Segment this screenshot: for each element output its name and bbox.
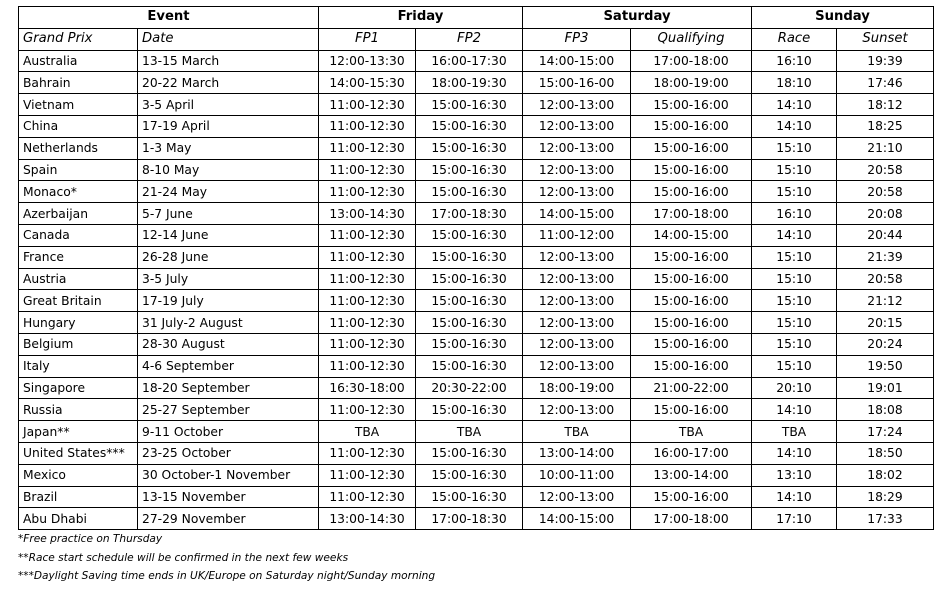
race-cell: 13:10 (752, 464, 837, 486)
race-cell: 15:10 (752, 355, 837, 377)
fp1-cell: 11:00-12:30 (319, 464, 416, 486)
column-header-date: Date (138, 28, 319, 50)
fp2-cell: 20:30-22:00 (416, 377, 523, 399)
table-row (19, 333, 934, 355)
qualifying-cell: 15:00-16:00 (631, 312, 752, 334)
qualifying-cell: 15:00-16:00 (631, 94, 752, 116)
race-cell: 20:10 (752, 377, 837, 399)
sunset-cell: 18:50 (837, 442, 934, 464)
qualifying-cell: 15:00-16:00 (631, 399, 752, 421)
table-row (19, 290, 934, 312)
date-cell: 13-15 November (138, 486, 319, 508)
qualifying-cell: 15:00-16:00 (631, 246, 752, 268)
qualifying-cell: 15:00-16:00 (631, 486, 752, 508)
date-cell: 8-10 May (138, 159, 319, 181)
table-row (19, 203, 934, 225)
sunset-cell: 18:29 (837, 486, 934, 508)
fp3-cell: 12:00-13:00 (523, 355, 631, 377)
fp1-cell: 11:00-12:30 (319, 246, 416, 268)
grand-prix-cell: Brazil (19, 486, 138, 508)
fp2-cell: 15:00-16:30 (416, 399, 523, 421)
group-header-row (19, 7, 934, 29)
date-cell: 18-20 September (138, 377, 319, 399)
sunset-cell: 17:46 (837, 72, 934, 94)
fp1-cell: 11:00-12:30 (319, 442, 416, 464)
race-cell: 16:10 (752, 203, 837, 225)
fp1-cell: 16:30-18:00 (319, 377, 416, 399)
table-row (19, 181, 934, 203)
column-header-fp3: FP3 (523, 28, 631, 50)
qualifying-cell: 15:00-16:00 (631, 290, 752, 312)
fp1-cell: TBA (319, 421, 416, 443)
qualifying-cell: 15:00-16:00 (631, 137, 752, 159)
sunset-cell: 20:58 (837, 268, 934, 290)
date-cell: 20-22 March (138, 72, 319, 94)
grand-prix-cell: France (19, 246, 138, 268)
race-cell: 15:10 (752, 159, 837, 181)
table-row (19, 115, 934, 137)
grand-prix-cell: Great Britain (19, 290, 138, 312)
fp3-cell: 12:00-13:00 (523, 268, 631, 290)
fp1-cell: 11:00-12:30 (319, 115, 416, 137)
race-cell: 15:10 (752, 181, 837, 203)
grand-prix-cell: Singapore (19, 377, 138, 399)
sunset-cell: 20:58 (837, 181, 934, 203)
table-row (19, 442, 934, 464)
column-header-grand-prix: Grand Prix (19, 28, 138, 50)
qualifying-cell: 16:00-17:00 (631, 442, 752, 464)
fp1-cell: 11:00-12:30 (319, 94, 416, 116)
sunset-cell: 18:12 (837, 94, 934, 116)
fp1-cell: 11:00-12:30 (319, 181, 416, 203)
fp3-cell: 14:00-15:00 (523, 508, 631, 530)
schedule-table (18, 6, 934, 530)
fp1-cell: 12:00-13:30 (319, 50, 416, 72)
fp1-cell: 11:00-12:30 (319, 290, 416, 312)
fp2-cell: TBA (416, 421, 523, 443)
fp3-cell: 10:00-11:00 (523, 464, 631, 486)
sunset-cell: 18:08 (837, 399, 934, 421)
sunset-cell: 17:24 (837, 421, 934, 443)
group-header-event: Event (19, 7, 319, 29)
date-cell: 23-25 October (138, 442, 319, 464)
fp2-cell: 15:00-16:30 (416, 181, 523, 203)
fp2-cell: 17:00-18:30 (416, 203, 523, 225)
fp3-cell: 12:00-13:00 (523, 246, 631, 268)
sunset-cell: 18:25 (837, 115, 934, 137)
race-cell: TBA (752, 421, 837, 443)
table-row (19, 94, 934, 116)
sunset-cell: 20:44 (837, 224, 934, 246)
fp2-cell: 15:00-16:30 (416, 333, 523, 355)
date-cell: 5-7 June (138, 203, 319, 225)
fp3-cell: 12:00-13:00 (523, 486, 631, 508)
fp1-cell: 11:00-12:30 (319, 137, 416, 159)
table-row (19, 224, 934, 246)
date-cell: 31 July-2 August (138, 312, 319, 334)
fp2-cell: 15:00-16:30 (416, 312, 523, 334)
date-cell: 9-11 October (138, 421, 319, 443)
race-cell: 14:10 (752, 399, 837, 421)
fp2-cell: 15:00-16:30 (416, 94, 523, 116)
table-row (19, 486, 934, 508)
fp3-cell: 15:00-16-00 (523, 72, 631, 94)
sunset-cell: 20:58 (837, 159, 934, 181)
grand-prix-cell: Japan** (19, 421, 138, 443)
sunset-cell: 19:01 (837, 377, 934, 399)
table-row (19, 312, 934, 334)
race-cell: 15:10 (752, 312, 837, 334)
date-cell: 13-15 March (138, 50, 319, 72)
grand-prix-cell: Abu Dhabi (19, 508, 138, 530)
fp3-cell: 18:00-19:00 (523, 377, 631, 399)
table-row (19, 246, 934, 268)
grand-prix-cell: Spain (19, 159, 138, 181)
fp3-cell: 12:00-13:00 (523, 333, 631, 355)
table-row (19, 72, 934, 94)
sunset-cell: 19:50 (837, 355, 934, 377)
fp3-cell: 11:00-12:00 (523, 224, 631, 246)
sunset-cell: 17:33 (837, 508, 934, 530)
qualifying-cell: 18:00-19:00 (631, 72, 752, 94)
fp2-cell: 18:00-19:30 (416, 72, 523, 94)
group-header-sunday: Sunday (752, 7, 934, 29)
table-row (19, 268, 934, 290)
grand-prix-cell: China (19, 115, 138, 137)
schedule-body (19, 50, 934, 530)
qualifying-cell: 14:00-15:00 (631, 224, 752, 246)
fp1-cell: 11:00-12:30 (319, 268, 416, 290)
fp2-cell: 15:00-16:30 (416, 159, 523, 181)
race-cell: 15:10 (752, 268, 837, 290)
race-cell: 14:10 (752, 94, 837, 116)
grand-prix-cell: Hungary (19, 312, 138, 334)
table-row (19, 159, 934, 181)
date-cell: 27-29 November (138, 508, 319, 530)
sunset-cell: 21:39 (837, 246, 934, 268)
race-cell: 15:10 (752, 333, 837, 355)
grand-prix-cell: Austria (19, 268, 138, 290)
fp3-cell: 12:00-13:00 (523, 399, 631, 421)
fp3-cell: TBA (523, 421, 631, 443)
fp3-cell: 14:00-15:00 (523, 50, 631, 72)
column-header-fp2: FP2 (416, 28, 523, 50)
column-header-qualifying: Qualifying (631, 28, 752, 50)
fp3-cell: 12:00-13:00 (523, 181, 631, 203)
date-cell: 30 October-1 November (138, 464, 319, 486)
column-header-fp1: FP1 (319, 28, 416, 50)
fp1-cell: 11:00-12:30 (319, 399, 416, 421)
qualifying-cell: 15:00-16:00 (631, 181, 752, 203)
grand-prix-cell: Russia (19, 399, 138, 421)
sunset-cell: 20:08 (837, 203, 934, 225)
fp3-cell: 14:00-15:00 (523, 203, 631, 225)
group-header-friday: Friday (319, 7, 523, 29)
table-row (19, 421, 934, 443)
qualifying-cell: 17:00-18:00 (631, 50, 752, 72)
grand-prix-cell: United States*** (19, 442, 138, 464)
race-cell: 15:10 (752, 246, 837, 268)
race-cell: 16:10 (752, 50, 837, 72)
date-cell: 4-6 September (138, 355, 319, 377)
qualifying-cell: 21:00-22:00 (631, 377, 752, 399)
fp2-cell: 15:00-16:30 (416, 268, 523, 290)
qualifying-cell: 15:00-16:00 (631, 333, 752, 355)
date-cell: 25-27 September (138, 399, 319, 421)
fp3-cell: 12:00-13:00 (523, 159, 631, 181)
footnote-daylight-saving: ***Daylight Saving time ends in UK/Europe on Saturday night/Sunday morning (18, 570, 436, 582)
fp1-cell: 11:00-12:30 (319, 486, 416, 508)
qualifying-cell: 15:00-16:00 (631, 115, 752, 137)
fp3-cell: 13:00-14:00 (523, 442, 631, 464)
date-cell: 28-30 August (138, 333, 319, 355)
fp1-cell: 13:00-14:30 (319, 203, 416, 225)
race-cell: 14:10 (752, 115, 837, 137)
table-row (19, 399, 934, 421)
fp1-cell: 13:00-14:30 (319, 508, 416, 530)
date-cell: 12-14 June (138, 224, 319, 246)
fp2-cell: 15:00-16:30 (416, 246, 523, 268)
fp1-cell: 11:00-12:30 (319, 159, 416, 181)
grand-prix-cell: Monaco* (19, 181, 138, 203)
date-cell: 26-28 June (138, 246, 319, 268)
table-row (19, 137, 934, 159)
race-cell: 15:10 (752, 137, 837, 159)
column-header-race: Race (752, 28, 837, 50)
qualifying-cell: 15:00-16:00 (631, 355, 752, 377)
fp1-cell: 11:00-12:30 (319, 333, 416, 355)
grand-prix-cell: Azerbaijan (19, 203, 138, 225)
qualifying-cell: 13:00-14:00 (631, 464, 752, 486)
column-header-row (19, 28, 934, 50)
date-cell: 1-3 May (138, 137, 319, 159)
fp3-cell: 12:00-13:00 (523, 312, 631, 334)
date-cell: 3-5 April (138, 94, 319, 116)
grand-prix-cell: Canada (19, 224, 138, 246)
fp2-cell: 15:00-16:30 (416, 115, 523, 137)
grand-prix-cell: Vietnam (19, 94, 138, 116)
fp1-cell: 11:00-12:30 (319, 312, 416, 334)
fp2-cell: 15:00-16:30 (416, 464, 523, 486)
fp3-cell: 12:00-13:00 (523, 115, 631, 137)
grand-prix-cell: Mexico (19, 464, 138, 486)
fp2-cell: 15:00-16:30 (416, 486, 523, 508)
sunset-cell: 21:12 (837, 290, 934, 312)
fp1-cell: 14:00-15:30 (319, 72, 416, 94)
qualifying-cell: 17:00-18:00 (631, 203, 752, 225)
fp2-cell: 15:00-16:30 (416, 224, 523, 246)
fp1-cell: 11:00-12:30 (319, 355, 416, 377)
table-row (19, 377, 934, 399)
race-cell: 14:10 (752, 486, 837, 508)
grand-prix-cell: Italy (19, 355, 138, 377)
sunset-cell: 18:02 (837, 464, 934, 486)
race-cell: 14:10 (752, 224, 837, 246)
fp2-cell: 15:00-16:30 (416, 355, 523, 377)
fp2-cell: 17:00-18:30 (416, 508, 523, 530)
grand-prix-cell: Bahrain (19, 72, 138, 94)
fp3-cell: 12:00-13:00 (523, 94, 631, 116)
fp2-cell: 16:00-17:30 (416, 50, 523, 72)
race-cell: 17:10 (752, 508, 837, 530)
footnote-race-start-tbc: **Race start schedule will be confirmed in the next few weeks (18, 551, 349, 564)
date-cell: 17-19 July (138, 290, 319, 312)
fp3-cell: 12:00-13:00 (523, 137, 631, 159)
grand-prix-cell: Netherlands (19, 137, 138, 159)
fp3-cell: 12:00-13:00 (523, 290, 631, 312)
footnote-thursday-practice: *Free practice on Thursday (18, 533, 163, 545)
race-cell: 14:10 (752, 442, 837, 464)
sunset-cell: 20:15 (837, 312, 934, 334)
qualifying-cell: 15:00-16:00 (631, 268, 752, 290)
qualifying-cell: 17:00-18:00 (631, 508, 752, 530)
footnotes (18, 530, 435, 586)
sunset-cell: 19:39 (837, 50, 934, 72)
fp1-cell: 11:00-12:30 (319, 224, 416, 246)
sunset-cell: 20:24 (837, 333, 934, 355)
group-header-saturday: Saturday (523, 7, 752, 29)
date-cell: 3-5 July (138, 268, 319, 290)
table-row (19, 355, 934, 377)
race-cell: 18:10 (752, 72, 837, 94)
race-cell: 15:10 (752, 290, 837, 312)
fp2-cell: 15:00-16:30 (416, 290, 523, 312)
date-cell: 17-19 April (138, 115, 319, 137)
table-row (19, 464, 934, 486)
qualifying-cell: TBA (631, 421, 752, 443)
fp2-cell: 15:00-16:30 (416, 442, 523, 464)
date-cell: 21-24 May (138, 181, 319, 203)
table-row (19, 50, 934, 72)
column-header-sunset: Sunset (837, 28, 934, 50)
table-row (19, 508, 934, 530)
fp2-cell: 15:00-16:30 (416, 137, 523, 159)
sunset-cell: 21:10 (837, 137, 934, 159)
grand-prix-cell: Belgium (19, 333, 138, 355)
grand-prix-cell: Australia (19, 50, 138, 72)
qualifying-cell: 15:00-16:00 (631, 159, 752, 181)
